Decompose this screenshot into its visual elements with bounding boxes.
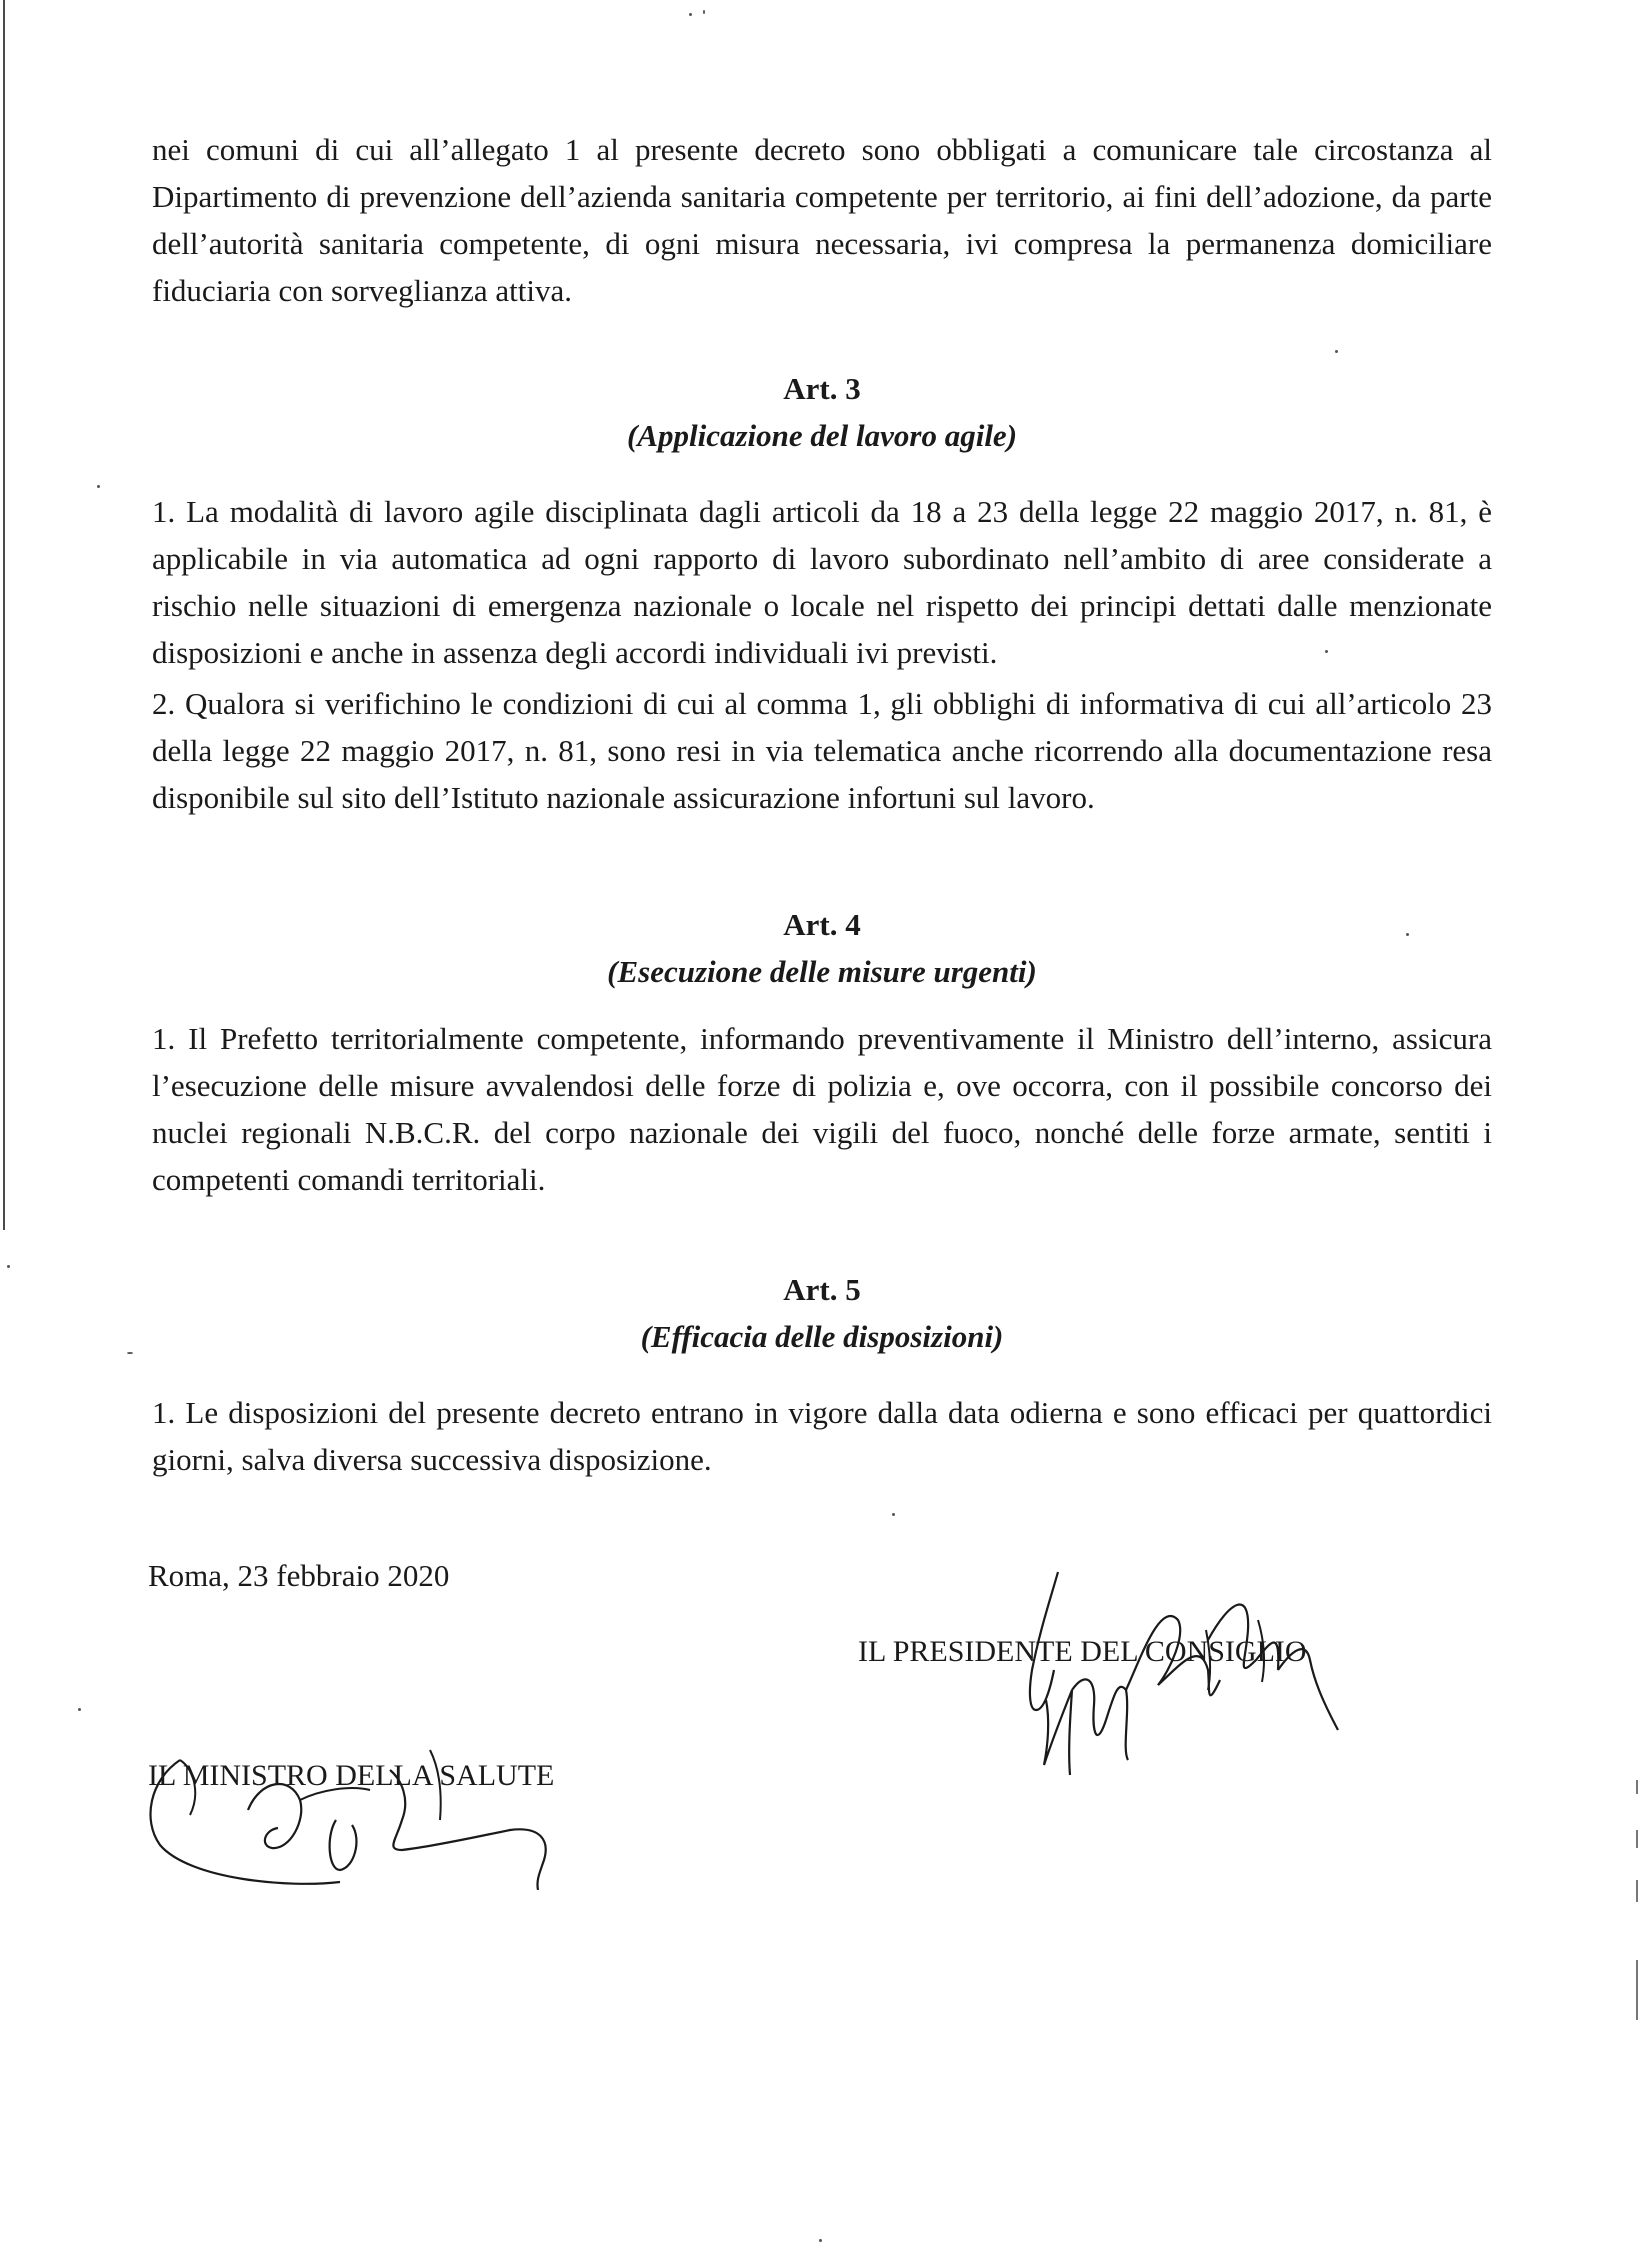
article-5-title: (Efficacia delle disposizioni) bbox=[640, 1319, 1004, 1354]
scan-speck bbox=[703, 10, 705, 14]
article-3-body bbox=[152, 488, 1492, 676]
minister-signature-icon bbox=[140, 1740, 600, 1890]
article-5-heading bbox=[152, 1266, 1492, 1360]
scan-speck bbox=[892, 1513, 895, 1516]
scan-speck bbox=[127, 1352, 133, 1354]
scan-speck bbox=[1335, 350, 1338, 353]
article-4-body bbox=[152, 1015, 1492, 1203]
scan-edge-mark bbox=[1636, 1880, 1638, 1902]
president-signature-icon bbox=[1010, 1560, 1370, 1800]
scan-left-border bbox=[3, 0, 5, 1230]
article-3-paragraph-2: 2. Qualora si verifichino le condizioni di cui al comma 1, gli obblighi di informativa di cui all’articolo 23 della legge 22 maggio 2017, n. 81, sono resi in via telematica anche ricorrendo alla documentazione resa disponibile sul sito dell’Istituto nazionale assicurazione infortuni sul lavoro. bbox=[152, 686, 1492, 815]
article-3-body-2 bbox=[152, 680, 1492, 821]
scan-edge-mark bbox=[1636, 1780, 1638, 1794]
scan-speck bbox=[78, 1708, 81, 1711]
article-4-title: (Esecuzione delle misure urgenti) bbox=[607, 954, 1037, 989]
scan-speck bbox=[7, 1265, 10, 1268]
minister-title: IL MINISTRO DELLA SALUTE bbox=[148, 1759, 555, 1792]
intro-paragraph: nei comuni di cui all’allegato 1 al presente decreto sono obbligati a comunicare tale circostanza al Dipartimento di prevenzione dell’azienda sanitaria competente per territorio, ai fini dell’adozione, da parte dell’autorità sanitaria competente, di ogni misura necessaria, ivi compresa la permanenza domiciliare fiduciaria con sorveglianza attiva. bbox=[152, 132, 1492, 308]
article-5-number: Art. 5 bbox=[783, 1272, 861, 1307]
article-3-title: (Applicazione del lavoro agile) bbox=[626, 418, 1018, 453]
scan-speck bbox=[689, 13, 692, 16]
scan-speck bbox=[97, 485, 100, 488]
intro-paragraph-block bbox=[152, 126, 1492, 314]
article-3-number: Art. 3 bbox=[783, 371, 861, 406]
scan-edge-mark bbox=[1636, 1830, 1638, 1848]
article-5-paragraph-1: 1. Le disposizioni del presente decreto entrano in vigore dalla data odierna e sono efficaci per quattordici giorni, salva diversa successiva disposizione. bbox=[152, 1395, 1492, 1477]
article-4-paragraph-1: 1. Il Prefetto territorialmente competente, informando preventivamente il Ministro dell’interno, assicura l’esecuzione delle misure avvalendosi delle forze di polizia e, ove occorra, con il possibile concorso dei nuclei regionali N.B.C.R. del corpo nazionale dei vigili del fuoco, nonché delle forze armate, sentiti i competenti comandi territoriali. bbox=[152, 1021, 1492, 1197]
article-5-body bbox=[152, 1389, 1492, 1483]
president-title: IL PRESIDENTE DEL CONSIGLIO bbox=[858, 1635, 1307, 1668]
article-3-heading bbox=[152, 365, 1492, 459]
place-date: Roma, 23 febbraio 2020 bbox=[148, 1558, 450, 1593]
article-3-paragraph-1: 1. La modalità di lavoro agile disciplinata dagli articoli da 18 a 23 della legge 22 maggio 2017, n. 81, è applicabile in via automatica ad ogni rapporto di lavoro subordinato nell’ambito di aree considerate a rischio nelle situazioni di emergenza nazionale o locale nel rispetto dei principi dettati dalle menzionate disposizioni e anche in assenza degli accordi individuali ivi previsti. bbox=[152, 494, 1492, 670]
scan-speck bbox=[1406, 933, 1409, 936]
scan-edge-mark bbox=[1636, 1960, 1638, 2020]
article-4-heading bbox=[152, 901, 1492, 995]
scan-speck bbox=[1325, 650, 1328, 653]
scan-speck bbox=[819, 2239, 822, 2242]
article-4-number: Art. 4 bbox=[783, 907, 861, 942]
